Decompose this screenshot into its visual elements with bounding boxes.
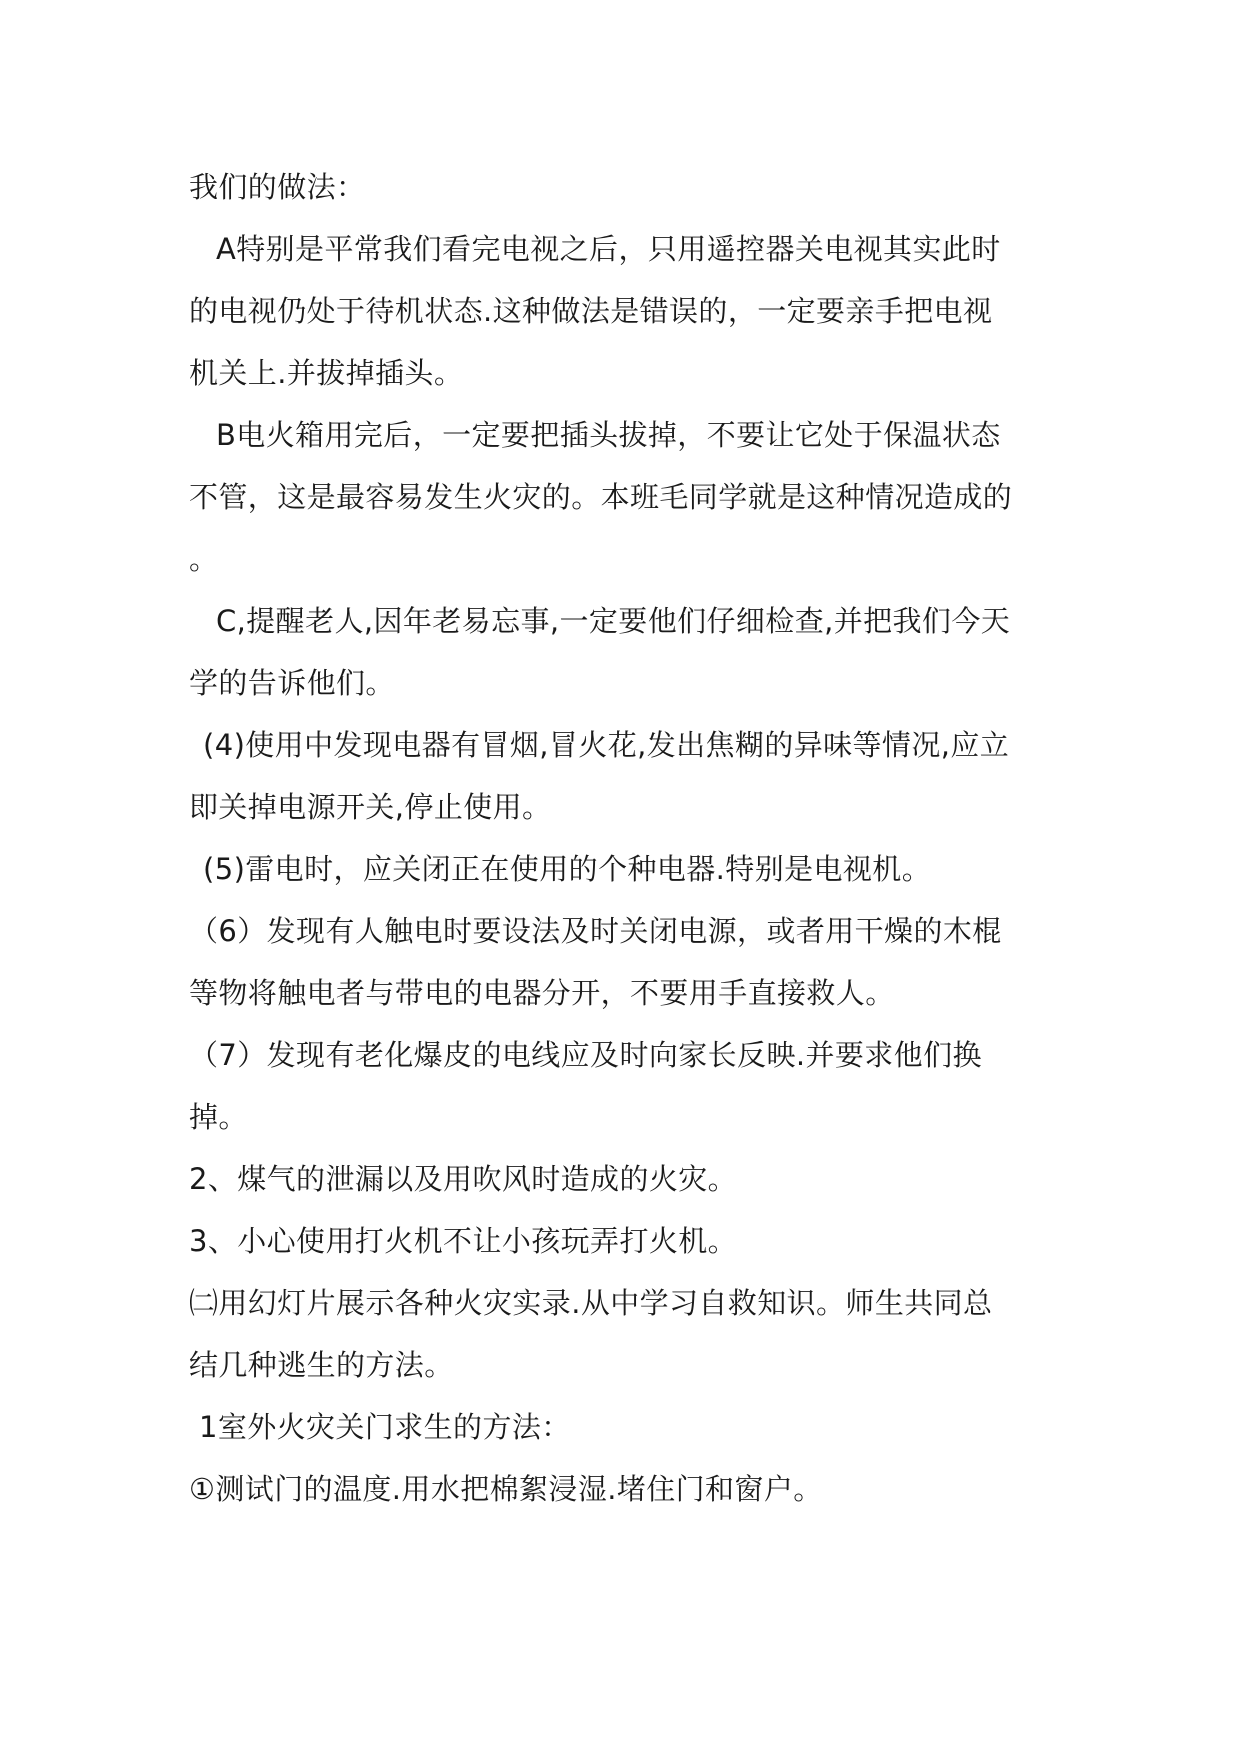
paragraph-line: 机关上.并拔掉插头。 [189, 356, 464, 390]
paragraph-line: 。 [189, 542, 219, 576]
paragraph-line: 的电视仍处于待机状态.这种做法是错误的，一定要亲手把电视 [189, 294, 993, 328]
paragraph-line: ㈡用幻灯片展示各种火灾实录.从中学习自救知识。师生共同总 [189, 1286, 993, 1320]
paragraph-line: (4)使用中发现电器有冒烟,冒火花,发出焦糊的异味等情况,应立 [203, 728, 1010, 762]
paragraph-line: 即关掉电源开关,停止使用。 [189, 790, 552, 824]
paragraph-line: 结几种逃生的方法。 [189, 1348, 454, 1382]
paragraph-line: 不管，这是最容易发生火灾的。本班毛同学就是这种情况造成的 [189, 480, 1013, 514]
paragraph-line: 3、小心使用打火机不让小孩玩弄打火机。 [189, 1224, 738, 1258]
paragraph-line: （6）发现有人触电时要设法及时关闭电源，或者用干燥的木棍 [189, 914, 1002, 948]
paragraph-line: ①测试门的温度.用水把棉絮浸湿.堵住门和窗户。 [189, 1472, 823, 1506]
paragraph-line: 等物将触电者与带电的电器分开，不要用手直接救人。 [189, 976, 895, 1010]
paragraph-line: 学的告诉他们。 [189, 666, 395, 700]
paragraph-line: 掉。 [189, 1100, 248, 1134]
paragraph-line: B电火箱用完后，一定要把插头拔掉，不要让它处于保温状态 [216, 418, 1001, 452]
paragraph-line: C,提醒老人,因年老易忘事,一定要他们仔细检查,并把我们今天 [216, 604, 1011, 638]
section-heading: 我们的做法： [189, 170, 366, 204]
document-body [189, 156, 1059, 1520]
paragraph-line: (5)雷电时，应关闭正在使用的个种电器.特别是电视机。 [203, 852, 932, 886]
paragraph-line: A特别是平常我们看完电视之后，只用遥控器关电视其实此时 [216, 232, 1001, 266]
paragraph-line: （7）发现有老化爆皮的电线应及时向家长反映.并要求他们换 [189, 1038, 982, 1072]
paragraph-line: 1室外火灾关门求生的方法： [199, 1410, 571, 1444]
paragraph-line: 2、煤气的泄漏以及用吹风时造成的火灾。 [189, 1162, 738, 1196]
